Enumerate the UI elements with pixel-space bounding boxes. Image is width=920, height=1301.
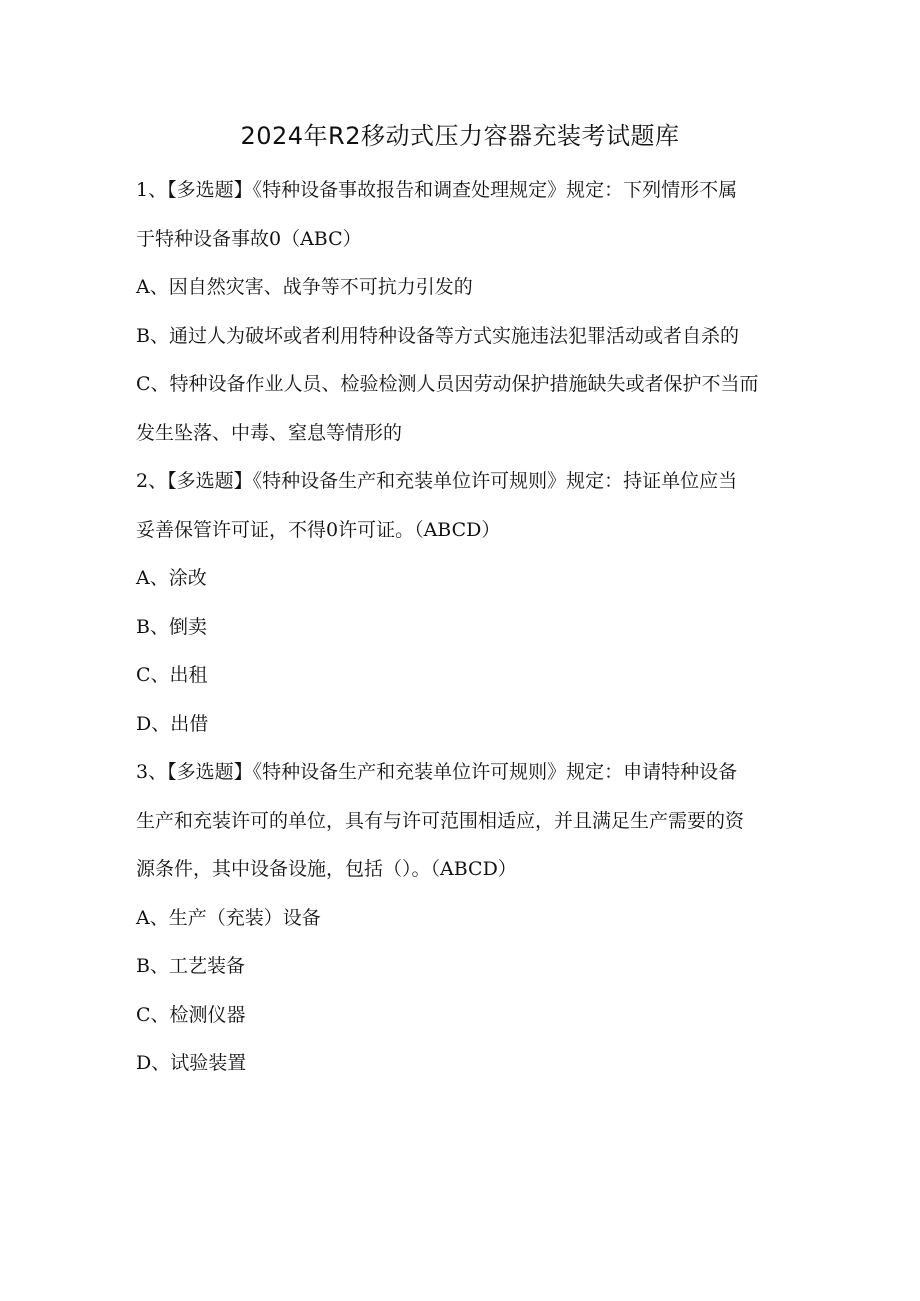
question-2-stem-line-1: 2、【多选题】《特种设备生产和充装单位许可规则》规定：持证单位应当 xyxy=(136,470,738,492)
document-title: 2024年R2移动式压力容器充装考试题库 xyxy=(240,122,680,150)
question-3-option-c: C、检测仪器 xyxy=(136,1003,246,1026)
question-1-option-c-line-1: C、特种设备作业人员、检验检测人员因劳动保护措施缺失或者保护不当而 xyxy=(136,373,759,395)
question-3-option-a: A、生产（充装）设备 xyxy=(136,906,321,929)
question-2-option-b: B、倒卖 xyxy=(136,615,207,638)
question-3-stem-line-3: 源条件，其中设备设施，包括（）。（ABCD） xyxy=(136,858,517,880)
question-1-option-a: A、因自然灾害、战争等不可抗力引发的 xyxy=(136,276,473,298)
question-3-option-d: D、试验装置 xyxy=(136,1052,247,1074)
question-2-option-d: D、出借 xyxy=(136,712,209,735)
question-3-stem-line-2: 生产和充装许可的单位，具有与许可范围相适应，并且满足生产需要的资 xyxy=(136,809,745,832)
question-3-option-b: B、工艺装备 xyxy=(136,955,245,977)
question-2-option-a: A、涂改 xyxy=(136,567,207,589)
question-3-stem-line-1: 3、【多选题】《特种设备生产和充装单位许可规则》规定：申请特种设备 xyxy=(136,761,738,783)
question-1-option-c-line-2: 发生坠落、中毒、窒息等情形的 xyxy=(136,421,403,444)
question-1-stem-line-2: 于特种设备事故0（ABC） xyxy=(136,227,362,250)
question-1-option-b: B、通过人为破坏或者利用特种设备等方式实施违法犯罪活动或者自杀的 xyxy=(136,324,739,347)
question-1-stem-line-1: 1、【多选题】《特种设备事故报告和调查处理规定》规定：下列情形不属 xyxy=(136,179,738,201)
question-2-option-c: C、出租 xyxy=(136,664,208,686)
question-list xyxy=(136,166,796,1088)
question-2-stem-line-2: 妥善保管许可证，不得0许可证。（ABCD） xyxy=(136,518,501,541)
